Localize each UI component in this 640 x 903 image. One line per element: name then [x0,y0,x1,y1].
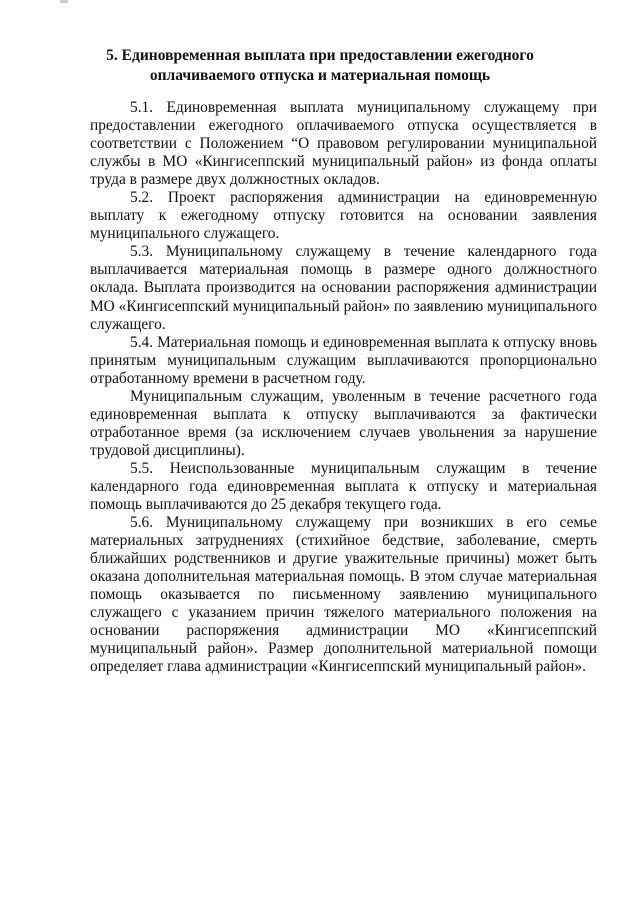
paragraph-5-4: 5.4. Материальная помощь и единовременная выплата к отпуску вновь принятым муниципальным служащим выплачиваются пропорционально отработанному времени в расчетном году. [90,333,597,387]
section-body [90,99,597,677]
paragraph-5-4-continued: Муниципальным служащим, уволенным в течение расчетного года единовременная выплата к отпуску выплачиваются за фактически отработанное время (за исключением случаев увольнения за нарушение трудовой дисциплины). [90,387,597,459]
paragraph-5-6: 5.6. Муниципальному служащему при возникших в его семье материальных затруднениях (стихийное бедствие, заболевание, смерть ближайших родственников и другие уважительные причины) может быть оказана дополнительная материальная помощь. В этом случае материальная помощь оказывается по письменному заявлению муниципального служащего с указанием причин тяжелого материального положения на основании распоряжения администрации МО «Кингисеппский муниципальный район». Размер дополнительной материальной помощи определяет глава администрации «Кингисеппский муниципальный район». [90,514,597,676]
paragraph-5-1: 5.1. Единовременная выплата муниципальному служащему при предоставлении ежегодного оплачиваемого отпуска осуществляется в соответствии с Положением “О правовом регулировании муниципальной службы в МО «Кингисеппский муниципальный район» из фонда оплаты труда в размере двух должностных окладов. [90,99,597,189]
section-title [80,46,560,86]
paragraph-5-5: 5.5. Неиспользованные муниципальным служащим в течение календарного года единовременная выплата к отпуску и материальная помощь выплачиваются до 25 декабря текущего года. [90,459,597,514]
paragraph-5-2: 5.2. Проект распоряжения администрации на единовременную выплату к ежегодному отпуску готовится на основании заявления муниципального служащего. [90,189,597,243]
scan-artifact [60,0,68,3]
section-title-line-1: 5. Единовременная выплата при предоставлении ежегодного [106,47,534,64]
section-title-line-2: оплачиваемого отпуска и материальная помощь [149,67,491,84]
paragraph-5-3: 5.3. Муниципальному служащему в течение календарного года выплачивается материальная помощь в размере одного должностного оклада. Выплата производится на основании распоряжения администрации МО «Кингисеппский муниципальный район» по заявлению муниципального служащего. [90,243,597,333]
